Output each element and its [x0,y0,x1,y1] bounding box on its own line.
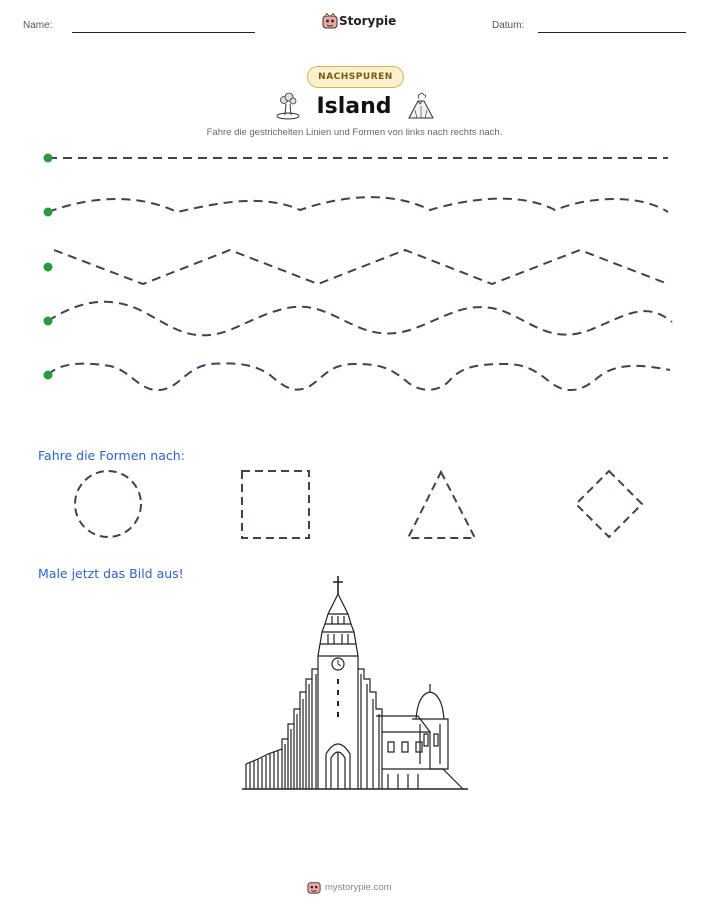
shape-circle [75,471,141,537]
date-label: Datum: [492,20,525,31]
start-dot-2 [44,208,53,217]
shapes-section-heading: Fahre die Formen nach: [38,448,185,463]
trace-line-zigzag [54,250,668,284]
shape-square [242,471,309,538]
coloring-section-heading: Male jetzt das Bild aus! [38,566,184,581]
shape-triangle [408,472,475,538]
page-title: Island [316,94,392,119]
church-illustration[interactable] [238,574,478,794]
instructions: Fahre die gestrichelten Linien und Formen von links nach rechts nach. [206,127,503,138]
trace-line-bumpy-wave [48,363,670,390]
start-dot-4 [44,317,53,326]
start-dot-5 [44,371,53,380]
footer-logo-icon [307,880,321,894]
start-dot-1 [44,154,53,163]
trace-line-gentle-wave [48,197,668,212]
start-dot-3 [44,263,53,272]
worksheet-type-badge: NACHSPUREN [307,66,404,88]
shape-diamond [576,471,642,537]
trace-shapes[interactable] [0,460,709,560]
trace-lines[interactable] [0,0,709,420]
name-label: Name: [23,20,53,31]
trace-line-wave [48,302,672,336]
brand-name: Storypie [339,14,397,28]
footer-url[interactable]: mystorypie.com [325,882,392,893]
